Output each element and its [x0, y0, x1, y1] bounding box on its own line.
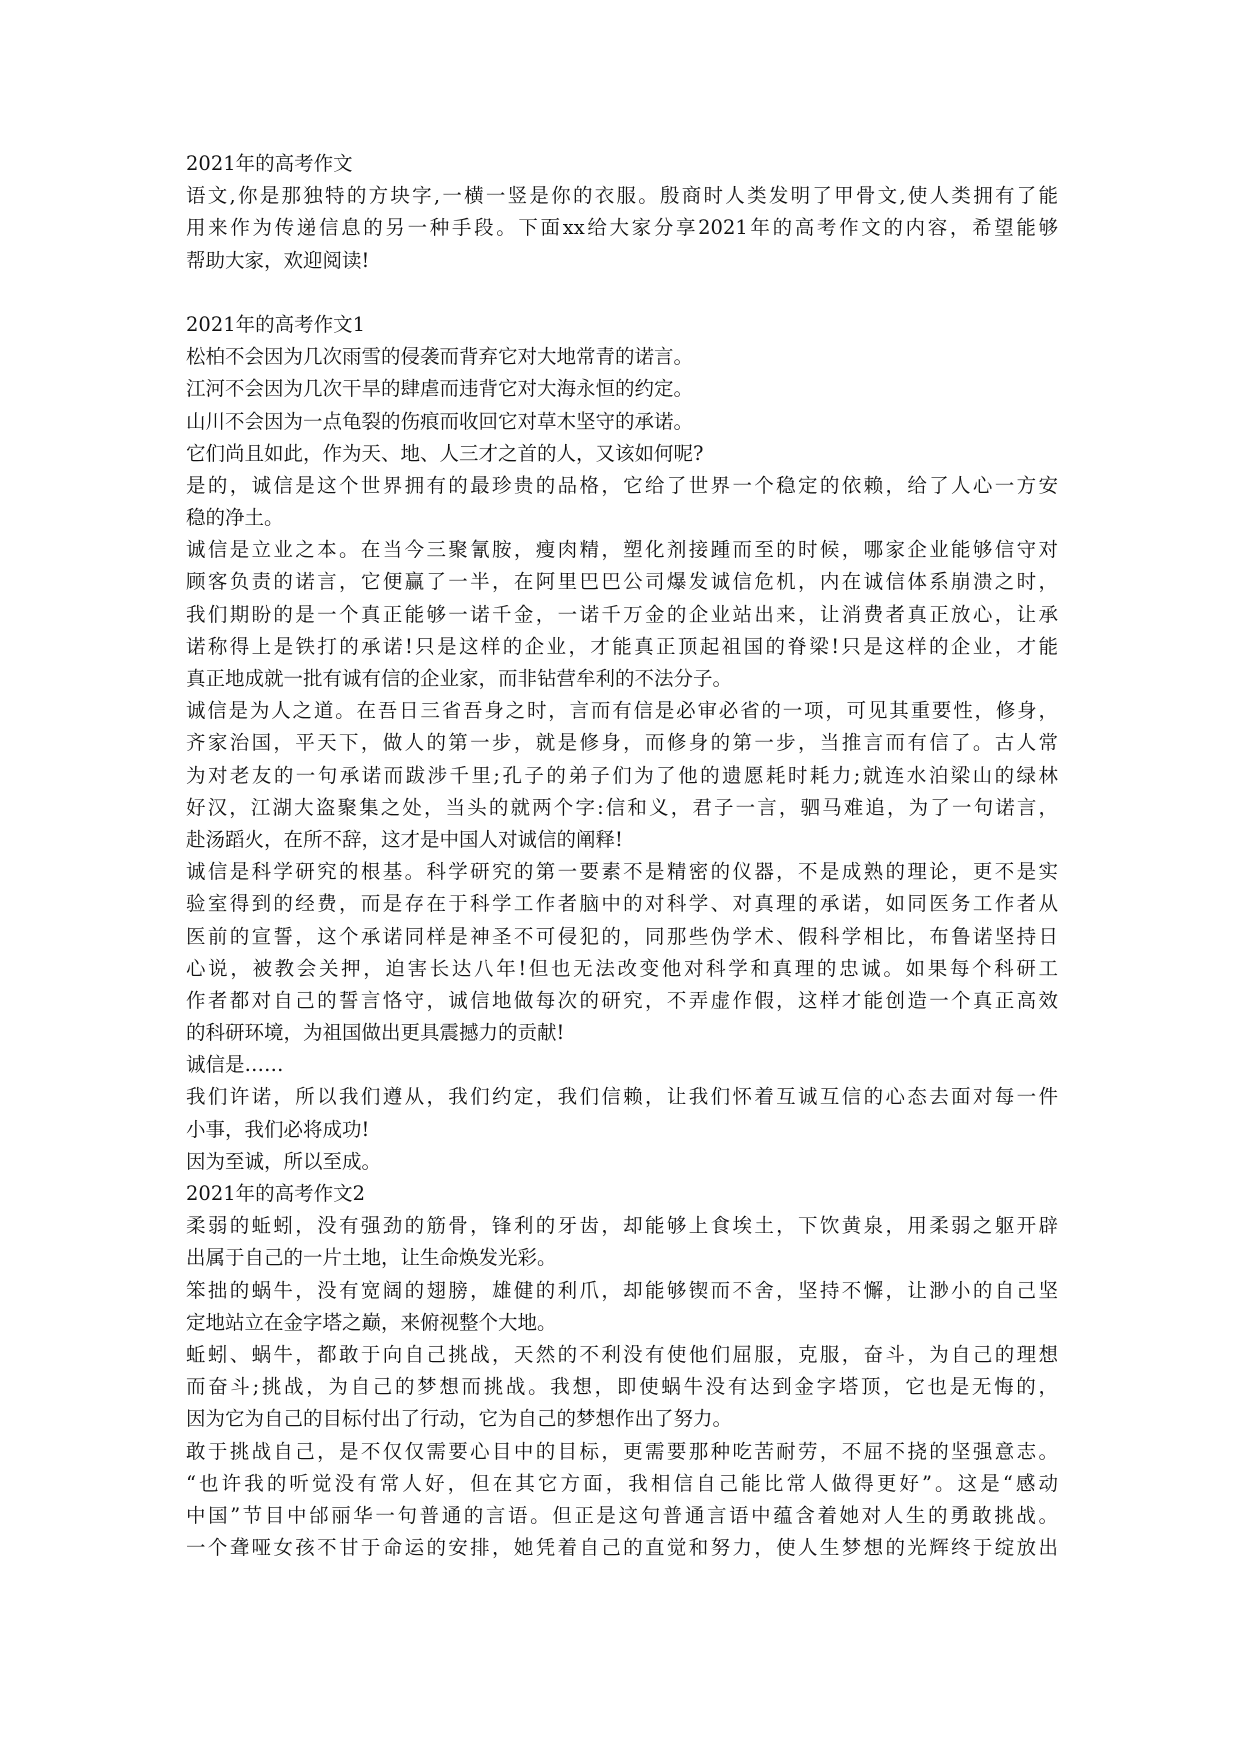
text-line: 柔弱的蚯蚓，没有强劲的筋骨，锋利的牙齿，却能够上食埃土，下饮黄泉，用柔弱之躯开辟: [186, 1214, 1058, 1238]
text-line: 我们期盼的是一个真正能够一诺千金，一诺千万金的企业站出来，让消费者真正放心，让承: [186, 602, 1058, 626]
blank-line: [186, 277, 1058, 309]
text-line: 一个聋哑女孩不甘于命运的安排，她凭着自己的直觉和努力，使人生梦想的光辉终于绽放出: [186, 1536, 1058, 1560]
text-line: 因为它为自己的目标付出了行动，它为自己的梦想作出了努力。: [186, 1407, 733, 1431]
text-line: 松柏不会因为几次雨雪的侵袭而背弃它对大地常青的诺言。: [186, 345, 694, 369]
text-line: 它们尚且如此，作为天、地、人三才之首的人，又该如何呢?: [186, 441, 704, 465]
text-line: 齐家治国，平天下，做人的第一步，就是修身，而修身的第一步，当推言而有信了。古人常: [186, 731, 1058, 755]
text-line: 帮助大家，欢迎阅读!: [186, 248, 370, 272]
text-line: 验室得到的经费，而是存在于科学工作者脑中的对科学、对真理的承诺，如同医务工作者从: [186, 892, 1058, 916]
text-line: 诚信是为人之道。在吾日三省吾身之时，言而有信是必审必省的一项，可见其重要性，修身，: [186, 699, 1058, 723]
text-line: 因为至诚，所以至成。: [186, 1149, 382, 1173]
intro-paragraph: [186, 180, 1058, 277]
essay1-body: [186, 341, 1058, 1178]
text-line: 诚信是立业之本。在当今三聚氰胺，瘦肉精，塑化剂接踵而至的时候，哪家企业能够信守对: [186, 538, 1058, 562]
text-line: 出属于自己的一片土地，让生命焕发光彩。: [186, 1246, 557, 1270]
text-line: 是的，诚信是这个世界拥有的最珍贵的品格，它给了世界一个稳定的依赖，给了人心一方安: [186, 473, 1058, 497]
text-line: 而奋斗;挑战，为自己的梦想而挑战。我想，即使蜗牛没有达到金字塔顶，它也是无悔的，: [186, 1375, 1058, 1399]
text-line: 蚯蚓、蜗牛，都敢于向自己挑战，天然的不利没有使他们屈服，克服，奋斗，为自己的理想: [186, 1342, 1058, 1366]
text-line: 真正地成就一批有诚有信的企业家，而非钻营牟利的不法分子。: [186, 667, 733, 690]
text-line: 诚信是……: [186, 1053, 284, 1077]
text-line: 语文,你是那独特的方块字,一横一竖是你的衣服。殷商时人类发明了甲骨文,使人类拥有了能: [186, 184, 1058, 208]
text-line: 小事，我们必将成功!: [186, 1117, 370, 1141]
text-line: 稳的净土。: [186, 506, 284, 530]
text-line: 定地站立在金字塔之巅，来俯视整个大地。: [186, 1310, 557, 1334]
text-line: 心说，被教会关押，迫害长达八年!但也无法改变他对科学和真理的忠诚。如果每个科研工: [186, 956, 1058, 980]
text-line: 好汉，江湖大盗聚集之处，当头的就两个字:信和义，君子一言，驷马难追，为了一句诺言，: [186, 795, 1058, 819]
text-line: 诚信是科学研究的根基。科学研究的第一要素不是精密的仪器，不是成熟的理论，更不是实: [186, 860, 1058, 884]
text-line: 顾客负责的诺言，它便赢了一半，在阿里巴巴公司爆发诚信危机，内在诚信体系崩溃之时，: [186, 570, 1058, 594]
text-line: 医前的宣誓，这个承诺同样是神圣不可侵犯的，同那些伪学术、假科学相比，布鲁诺坚持日: [186, 924, 1058, 948]
text-line: 赴汤蹈火，在所不辞，这才是中国人对诚信的阐释!: [186, 827, 623, 851]
text-line: 中国”节目中邰丽华一句普通的言语。但正是这句普通言语中蕴含着她对人生的勇敢挑战。: [186, 1503, 1058, 1527]
text-line: 笨拙的蜗牛，没有宽阔的翅膀，雄健的利爪，却能够锲而不舍，坚持不懈，让渺小的自己坚: [186, 1278, 1058, 1302]
text-line: 我们许诺，所以我们遵从，我们约定，我们信赖，让我们怀着互诚互信的心态去面对每一件: [186, 1085, 1058, 1109]
essay2-heading: 2021年的高考作文2: [186, 1182, 366, 1205]
text-line: 为对老友的一句承诺而跋涉千里;孔子的弟子们为了他的遗愿耗时耗力;就连水泊梁山的绿林: [186, 763, 1058, 787]
document-page: [186, 148, 1058, 1564]
text-line: 敢于挑战自己，是不仅仅需要心目中的目标，更需要那种吃苦耐劳，不屈不挠的坚强意志。: [186, 1439, 1058, 1463]
text-line: 江河不会因为几次干旱的肆虐而违背它对大海永恒的约定。: [186, 377, 694, 401]
text-line: 用来作为传递信息的另一种手段。下面xx给大家分享2021年的高考作文的内容，希望能够: [186, 216, 1058, 240]
text-line: 的科研环境，为祖国做出更具震撼力的贡献!: [186, 1021, 565, 1045]
text-line: 诺称得上是铁打的承诺!只是这样的企业，才能真正顶起祖国的脊梁!只是这样的企业，才能: [186, 634, 1058, 658]
essay1-heading: 2021年的高考作文1: [186, 312, 366, 336]
text-line: 作者都对自己的誓言恪守，诚信地做每次的研究，不弄虚作假，这样才能创造一个真正高效: [186, 988, 1058, 1012]
text-line: “也许我的听觉没有常人好，但在其它方面，我相信自己能比常人做得更好”。这是“感动: [186, 1471, 1058, 1495]
text-line: 山川不会因为一点龟裂的伤痕而收回它对草木坚守的承诺。: [186, 409, 694, 433]
document-title: 2021年的高考作文: [186, 152, 353, 175]
essay2-body: [186, 1210, 1058, 1564]
